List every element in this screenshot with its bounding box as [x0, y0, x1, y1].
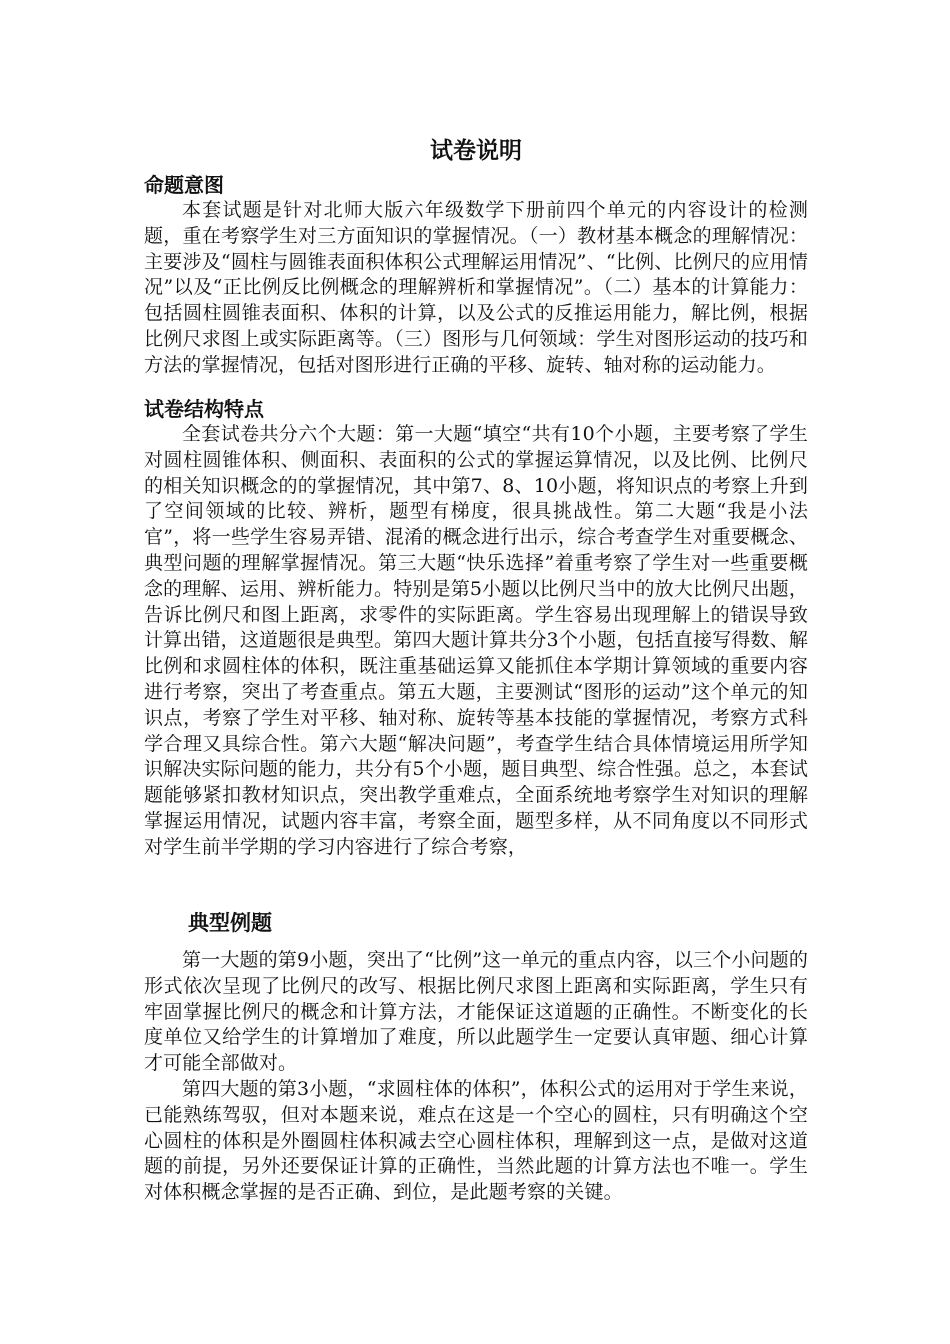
section-heading-examples: 典型例题 [188, 910, 272, 935]
section-heading-structure: 试卷结构特点 [144, 397, 264, 421]
section-examples [144, 908, 808, 1206]
section-paragraph: 第一大题的第9小题，突出了“比例”这一单元的重点内容，以三个小问题的形式依次呈现了比例尺的改写、根据比例尺求图上距离和实际距离，学生只有牢固掌握比例尺的概念和计算方法，才能保证这道题的正确性。不断变化的长度单位又给学生的计算增加了难度，所以此题学生一定要认真审题、细心计算才可能全部做对。 [144, 949, 808, 1075]
document-title: 试卷说明 [430, 137, 522, 164]
section-paragraph: 全套试卷共分六个大题：第一大题“填空“共有10个小题，主要考察了学生对圆柱圆锥体积、侧面积、表面积的公式的掌握运算情况，以及比例、比例尺的相关知识概念的的掌握情况，其中第7、8、10小题，将知识点的考察上升到了空间领域的比较、辨析，题型有梯度，很具挑战性。第二大题“我是小法官”，将一些学生容易弄错、混淆的概念进行出示，综合考查学生对重要概念、典型问题的理解掌握情况。第三大题“快乐选择”着重考察了学生对一些重要概念的理解、运用、辨析能力。特别是第5小题以比例尺当中的放大比例尺出题，告诉比例尺和图上距离，求零件的实际距离。学生容易出现理解上的错误导致计算出错，这道题很是典型。第四大题计算共分3个小题，包括直接写得数、解比例和求圆柱体的体积，既注重基础运算又能抓住本学期计算领域的重要内容进行考察，突出了考查重点。第五大题，主要测试“图形的运动”这个单元的知识点，考察了学生对平移、轴对称、旋转等基本技能的掌握情况，考察方式科学合理又具综合性。第六大题“解决问题”，考查学生结合具体情境运用所学知识解决实际问题的能力，共分有5个小题，题目典型、综合性强。总之，本套试题能够紧扣教材知识点，突出教学重难点，全面系统地考察学生对知识的理解掌握运用情况，试题内容丰富，考察全面，题型多样，从不同角度以不同形式对学生前半学期的学习内容进行了综合考察， [144, 423, 808, 858]
section-paragraph: 第四大题的第3小题，“求圆柱体的体积”，体积公式的运用对于学生来说，已能熟练驾驭，但对本题来说，难点在这是一个空心的圆柱，只有明确这个空心圆柱的体积是外圈圆柱体积减去空心圆柱体积，理解到这一点，是做对这道题的前提，另外还要保证计算的正确性，当然此题的计算方法也不唯一。学生对体积概念掌握的是否正确、到位，是此题考察的关键。 [144, 1077, 808, 1204]
section-heading-intent: 命题意图 [144, 173, 224, 197]
section-structure [144, 397, 808, 861]
section-intent [144, 173, 808, 379]
section-paragraph: 本套试题是针对北师大版六年级数学下册前四个单元的内容设计的检测题，重在考察学生对三方面知识的掌握情况。（一）教材基本概念的理解情况：主要涉及“圆柱与圆锥表面积体积公式理解运用情况”、“比例、比例尺的应用情况”以及“正比例反比例概念的理解辨析和掌握情况”。（二）基本的计算能力：包括圆柱圆锥表面积、体积的计算，以及公式的反推运用能力，解比例，根据比例尺求图上或实际距离等。（三）图形与几何领域：学生对图形运动的技巧和方法的掌握情况，包括对图形进行正确的平移、旋转、轴对称的运动能力。 [144, 199, 808, 376]
